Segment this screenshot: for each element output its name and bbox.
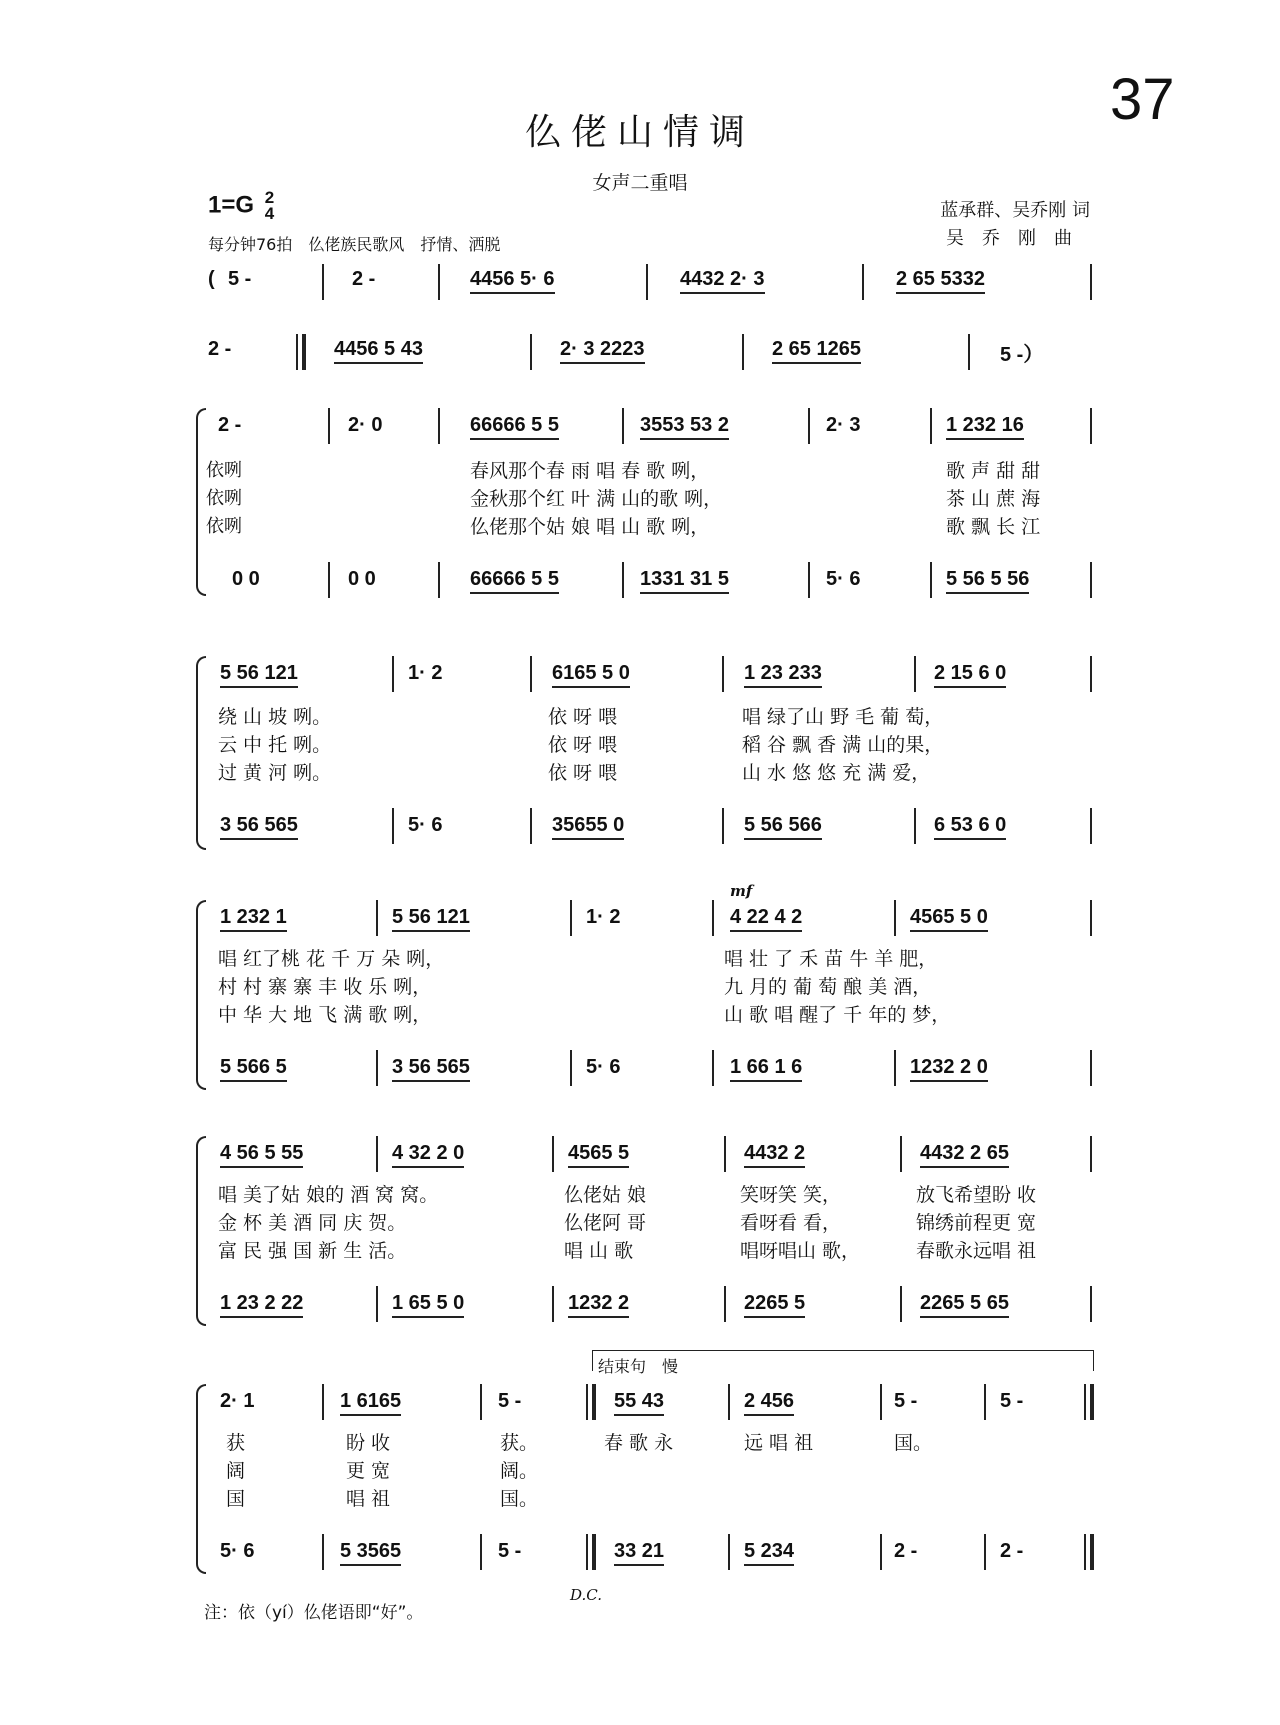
s2-lyric-3a: 过 黄 河 咧。 (218, 762, 332, 784)
time-bottom: 4 (264, 204, 275, 223)
intro2-bar-1: 2 - (208, 338, 232, 360)
intro1-bar-3: 4456 5· 6 (470, 268, 555, 294)
s1-lower-4: 1331 31 5 (640, 568, 729, 594)
footnote: 注：依（yí）仫佬语即“好”。 (204, 1603, 424, 1623)
s4-lower-1: 1 23 2 22 (220, 1292, 303, 1318)
s2-lower-4: 5 56 566 (744, 814, 822, 840)
s5-upper-7: 5 - (1000, 1390, 1024, 1412)
s4-lyric-3d: 春歌永远唱 祖 (916, 1240, 1037, 1262)
da-capo: D.C. (570, 1586, 602, 1604)
s3-lyric-2b: 九 月的 葡 萄 酿 美 酒， (724, 976, 932, 998)
s2-lyric-2b: 依 呀 喂 (548, 734, 618, 756)
s5-lyric-1d: 春 歌 永 (604, 1432, 674, 1454)
time-top: 2 (264, 188, 275, 207)
s4-upper-1: 4 56 5 55 (220, 1142, 303, 1168)
s5-lyric-2c: 阔。 (500, 1460, 539, 1482)
s4-lyric-2b: 仫佬阿 哥 (564, 1212, 647, 1234)
s5-lower-3: 5 - (498, 1540, 522, 1562)
s1-upper-6: 1 232 16 (946, 414, 1024, 440)
s3-upper-1: 1 232 1 (220, 906, 287, 932)
s4-lower-2: 1 65 5 0 (392, 1292, 464, 1318)
s4-upper-5: 4432 2 65 (920, 1142, 1009, 1168)
s5-upper-5: 2 456 (744, 1390, 794, 1416)
s1-upper-1: 2 - (218, 414, 242, 436)
s4-lyric-1b: 仫佬姑 娘 (564, 1184, 647, 1206)
s1-lyric-end-3: 歌 飘 长 江 (946, 516, 1041, 538)
ending-label: 结束句 慢 (598, 1357, 679, 1376)
s5-upper-4: 55 43 (614, 1390, 664, 1416)
s1-lower-1: 0 0 (232, 568, 260, 590)
s3-lower-2: 3 56 565 (392, 1056, 470, 1082)
s2-upper-5: 2 15 6 0 (934, 662, 1006, 688)
s5-lower-5: 5 234 (744, 1540, 794, 1566)
s2-upper-1: 5 56 121 (220, 662, 298, 688)
s4-lower-3: 1232 2 (568, 1292, 629, 1318)
s1-lower-5: 5· 6 (826, 568, 861, 590)
s2-lyric-2c: 稻 谷 飘 香 满 山的果， (742, 734, 944, 756)
s4-lyric-3b: 唱 山 歌 (564, 1240, 634, 1262)
s4-upper-3: 4565 5 (568, 1142, 629, 1168)
lyricist: 蓝承群、吴乔刚 词 (940, 200, 1090, 221)
s3-upper-2: 5 56 121 (392, 906, 470, 932)
s3-lower-5: 1232 2 0 (910, 1056, 988, 1082)
s1-lyric-label-1: 依咧 (206, 460, 242, 481)
s1-upper-5: 2· 3 (826, 414, 861, 436)
s5-upper-2: 1 6165 (340, 1390, 401, 1416)
s2-lower-2: 5· 6 (408, 814, 443, 836)
s5-lyric-2b: 更 宽 (346, 1460, 391, 1482)
s2-upper-4: 1 23 233 (744, 662, 822, 688)
s2-lower-5: 6 53 6 0 (934, 814, 1006, 840)
s2-upper-3: 6165 5 0 (552, 662, 630, 688)
s4-lyric-2d: 锦绣前程更 宽 (916, 1212, 1037, 1234)
s5-lyric-2a: 阔 (226, 1460, 246, 1482)
intro2-bar-3: 2· 3 2223 (560, 338, 645, 364)
s4-upper-2: 4 32 2 0 (392, 1142, 464, 1168)
intro1-bar-2: 2 - (352, 268, 376, 290)
s5-lower-2: 5 3565 (340, 1540, 401, 1566)
s5-lyric-3b: 唱 祖 (346, 1488, 391, 1510)
s5-lower-6: 2 - (894, 1540, 918, 1562)
s1-lyric-1: 春风那个春 雨 唱 春 歌 咧， (470, 460, 710, 482)
s1-lyric-end-1: 歌 声 甜 甜 (946, 460, 1041, 482)
s1-lyric-label-2: 依咧 (206, 488, 242, 509)
s4-lower-5: 2265 5 65 (920, 1292, 1009, 1318)
s4-lyric-3c: 唱呀唱山 歌， (740, 1240, 861, 1262)
s3-lyric-1a: 唱 红了桃 花 千 万 朵 咧， (218, 948, 445, 970)
s4-lyric-2a: 金 杯 美 酒 同 庆 贺。 (218, 1212, 407, 1234)
page-number: 37 (1110, 67, 1175, 132)
s1-lyric-label-3: 依咧 (206, 516, 242, 537)
intro2-bar-5: 5 -） (1000, 344, 1044, 366)
dynamic-mf: mf (730, 882, 753, 900)
s3-upper-5: 4565 5 0 (910, 906, 988, 932)
s5-lyric-1a: 获 (226, 1432, 246, 1454)
time-signature (265, 190, 274, 222)
s2-lower-3: 35655 0 (552, 814, 624, 840)
intro2-bar-2: 4456 5 43 (334, 338, 423, 364)
s2-lower-1: 3 56 565 (220, 814, 298, 840)
s1-upper-3: 66666 5 5 (470, 414, 559, 440)
s5-lyric-3a: 国 (226, 1488, 246, 1510)
s1-lower-6: 5 56 5 56 (946, 568, 1029, 594)
intro1-bar-4: 4432 2· 3 (680, 268, 765, 294)
intro1-bar-5: 2 65 5332 (896, 268, 985, 294)
s1-lower-3: 66666 5 5 (470, 568, 559, 594)
s1-lyric-end-2: 茶 山 蔗 海 (946, 488, 1041, 510)
s5-lyric-1e: 远 唱 祖 (744, 1432, 814, 1454)
s5-lyric-1b: 盼 收 (346, 1432, 391, 1454)
s2-lyric-3b: 依 呀 喂 (548, 762, 618, 784)
s1-upper-4: 3553 53 2 (640, 414, 729, 440)
composer: 吴乔刚曲 (946, 228, 1090, 249)
s1-upper-2: 2· 0 (348, 414, 383, 436)
s3-upper-3: 1· 2 (586, 906, 621, 928)
s5-lyric-1c: 获。 (500, 1432, 539, 1454)
s3-lyric-3a: 中 华 大 地 飞 满 歌 咧， (218, 1004, 432, 1026)
s5-lyric-1f: 国。 (894, 1432, 933, 1454)
s2-lyric-1c: 唱 绿了山 野 毛 葡 萄， (742, 706, 944, 728)
s4-lower-4: 2265 5 (744, 1292, 805, 1318)
s2-upper-2: 1· 2 (408, 662, 443, 684)
s1-lower-2: 0 0 (348, 568, 376, 590)
tempo-marking: 每分钟76拍 仫佬族民歌风 抒情、洒脱 (208, 235, 501, 254)
s3-lower-4: 1 66 1 6 (730, 1056, 802, 1082)
s5-lower-7: 2 - (1000, 1540, 1024, 1562)
s3-lower-3: 5· 6 (586, 1056, 621, 1078)
intro1-bar-1: 5 - (228, 268, 252, 290)
s5-upper-1: 2· 1 (220, 1390, 255, 1412)
s2-lyric-1a: 绕 山 坡 咧。 (218, 706, 332, 728)
s1-lyric-3: 仫佬那个姑 娘 唱 山 歌 咧， (470, 516, 710, 538)
key-signature (208, 190, 274, 222)
song-subtitle: 女声二重唱 (592, 172, 688, 194)
s3-lyric-3b: 山 歌 唱 醒了 千 年的 梦， (724, 1004, 951, 1026)
s2-lyric-1b: 依 呀 喂 (548, 706, 618, 728)
s3-upper-4: 4 22 4 2 (730, 906, 802, 932)
intro2-bar-4: 2 65 1265 (772, 338, 861, 364)
s3-lyric-2a: 村 村 寨 寨 丰 收 乐 咧， (218, 976, 432, 998)
s4-lyric-1c: 笑呀笑 笑， (740, 1184, 842, 1206)
s2-lyric-3c: 山 水 悠 悠 充 满 爱， (742, 762, 931, 784)
s5-upper-3: 5 - (498, 1390, 522, 1412)
s3-lower-1: 5 566 5 (220, 1056, 287, 1082)
s4-lyric-1d: 放飞希望盼 收 (916, 1184, 1037, 1206)
s4-lyric-1a: 唱 美了姑 娘的 酒 窝 窝。 (218, 1184, 439, 1206)
s4-lyric-2c: 看呀看 看， (740, 1212, 842, 1234)
s3-lyric-1b: 唱 壮 了 禾 苗 牛 羊 肥， (724, 948, 938, 970)
s4-upper-4: 4432 2 (744, 1142, 805, 1168)
s5-lower-1: 5· 6 (220, 1540, 255, 1562)
s5-upper-6: 5 - (894, 1390, 918, 1412)
key-label: 1=G (208, 191, 255, 219)
s2-lyric-2a: 云 中 托 咧。 (218, 734, 332, 756)
s1-lyric-2: 金秋那个红 叶 满 山的歌 咧， (470, 488, 723, 510)
s5-lower-4: 33 21 (614, 1540, 664, 1566)
song-title: 仫佬山情调 (524, 112, 755, 153)
s4-lyric-3a: 富 民 强 国 新 生 活。 (218, 1240, 407, 1262)
s5-lyric-3c: 国。 (500, 1488, 539, 1510)
